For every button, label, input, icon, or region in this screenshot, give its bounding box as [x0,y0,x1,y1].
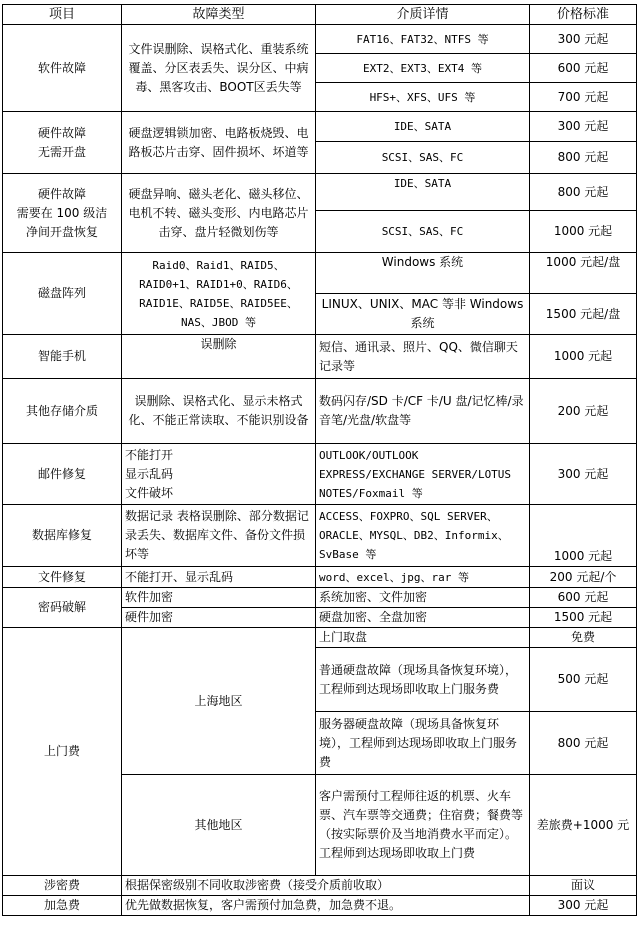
row-item-hardware-cleanroom: 硬件故障 需要在 100 级洁 净间开盘恢复 [3,174,122,253]
price-cell: 300 元起 [530,444,637,505]
fault-raid: Raid0、Raid1、RAID5、RAID0+1、RAID1+0、RAID6、RAID1E、RAID5E、RAID5EE、NAS、JBOD 等 [122,253,316,335]
fault-database: 数据记录 表格误删除、部分数据记录丢失、数据库文件、备份文件损坏等 [122,505,316,567]
table-row [3,25,637,54]
fault-file: 不能打开、显示乱码 [122,567,316,588]
media-cell: EXT2、EXT3、EXT4 等 [316,54,530,83]
price-cell: 200 元起 [530,379,637,444]
media-cell: word、excel、jpg、rar 等 [316,567,530,588]
media-cell: 短信、通讯录、照片、QQ、微信聊天记录等 [316,335,530,379]
header-row [3,5,637,25]
media-cell: 普通硬盘故障（现场具备恢复环境），工程师到达现场即收取上门服务费 [316,648,530,712]
media-cell: 服务器硬盘故障（现场具备恢复环境），工程师到达现场即收取上门服务费 [316,712,530,775]
row-item-mail: 邮件修复 [3,444,122,505]
fault-cell: 软件加密 [122,588,316,608]
price-cell: 差旅费+1000 元 [530,775,637,876]
region-shanghai: 上海地区 [122,628,316,775]
header-fault: 故障类型 [122,5,316,25]
region-other: 其他地区 [122,775,316,876]
fault-software: 文件误删除、误格式化、重装系统覆盖、分区表丢失、误分区、中病毒、黑客攻击、BOOT区丢失等 [122,25,316,112]
media-cell: 上门取盘 [316,628,530,648]
row-item-onsite: 上门费 [3,628,122,876]
price-cell: 500 元起 [530,648,637,712]
table-row [3,505,637,567]
header-media: 介质详情 [316,5,530,25]
price-table [2,4,637,916]
row-item-phone: 智能手机 [3,335,122,379]
price-cell: 300 元起 [530,896,637,916]
fault-cell: 硬件加密 [122,608,316,628]
price-cell: 800 元起 [530,174,637,211]
price-cell: 面议 [530,876,637,896]
price-cell: 800 元起 [530,142,637,174]
table-row [3,567,637,588]
row-item-other-storage: 其他存储介质 [3,379,122,444]
table-row [3,253,637,294]
row-item-file: 文件修复 [3,567,122,588]
price-cell: 800 元起 [530,712,637,775]
media-cell: IDE、SATA [316,112,530,142]
table-row [3,379,637,444]
media-cell: Windows 系统 [316,253,530,294]
price-cell: 600 元起 [530,588,637,608]
media-cell: SCSI、SAS、FC [316,211,530,253]
price-cell: 1000 元起 [530,335,637,379]
table-row [3,896,637,916]
table-row [3,335,637,379]
price-cell: 1500 元起 [530,608,637,628]
fault-hardware-no-open: 硬盘逻辑锁加密、电路板烧毁、电路板芯片击穿、固件损坏、坏道等 [122,112,316,174]
row-item-raid: 磁盘阵列 [3,253,122,335]
price-cell: 1000 元起/盘 [530,253,637,294]
fault-hardware-cleanroom: 硬盘异响、磁头老化、磁头移位、电机不转、磁头变形、内电路芯片击穿、盘片轻微划伤等 [122,174,316,253]
header-price: 价格标准 [530,5,637,25]
media-cell: 数码闪存/SD 卡/CF 卡/U 盘/记忆棒/录音笔/光盘/软盘等 [316,379,530,444]
price-cell: 1000 元起 [530,505,637,567]
table-row [3,444,637,505]
row-item-password: 密码破解 [3,588,122,628]
row-item-urgent: 加急费 [3,896,122,916]
media-cell: IDE、SATA [316,174,530,211]
media-cell: SCSI、SAS、FC [316,142,530,174]
price-cell: 300 元起 [530,112,637,142]
table-row [3,876,637,896]
price-cell: 700 元起 [530,83,637,112]
media-cell: 客户需预付工程师往返的机票、火车票、汽车票等交通费；住宿费；餐费等（按实际票价及当地消费水平而定）。工程师到达现场即收取上门费 [316,775,530,876]
media-cell: 硬盘加密、全盘加密 [316,608,530,628]
price-cell: 免费 [530,628,637,648]
price-cell: 1500 元起/盘 [530,294,637,335]
row-item-database: 数据库修复 [3,505,122,567]
media-cell: LINUX、UNIX、MAC 等非 Windows 系统 [316,294,530,335]
price-cell: 300 元起 [530,25,637,54]
media-cell: ACCESS、FOXPRO、SQL SERVER、ORACLE、MYSQL、DB2、Informix、SvBase 等 [316,505,530,567]
price-cell: 200 元起/个 [530,567,637,588]
header-item: 项目 [3,5,122,25]
price-cell: 600 元起 [530,54,637,83]
row-item-secret: 涉密费 [3,876,122,896]
urgent-desc: 优先做数据恢复，客户需预付加急费，加急费不退。 [122,896,530,916]
fault-mail: 不能打开 显示乱码 文件破坏 [122,444,316,505]
row-item-hardware-no-open: 硬件故障 无需开盘 [3,112,122,174]
fault-other-storage: 误删除、误格式化、显示未格式化、不能正常读取、不能识别设备 [122,379,316,444]
media-cell: 系统加密、文件加密 [316,588,530,608]
media-cell: OUTLOOK/OUTLOOK EXPRESS/EXCHANGE SERVER/LOTUS NOTES/Foxmail 等 [316,444,530,505]
table-row [3,628,637,648]
price-cell: 1000 元起 [530,211,637,253]
table-row [3,174,637,211]
fault-phone: 误删除 [122,335,316,379]
table-row [3,588,637,608]
media-cell: FAT16、FAT32、NTFS 等 [316,25,530,54]
row-item-software: 软件故障 [3,25,122,112]
media-cell: HFS+、XFS、UFS 等 [316,83,530,112]
secret-desc: 根据保密级别不同收取涉密费（接受介质前收取） [122,876,530,896]
table-row [3,112,637,142]
